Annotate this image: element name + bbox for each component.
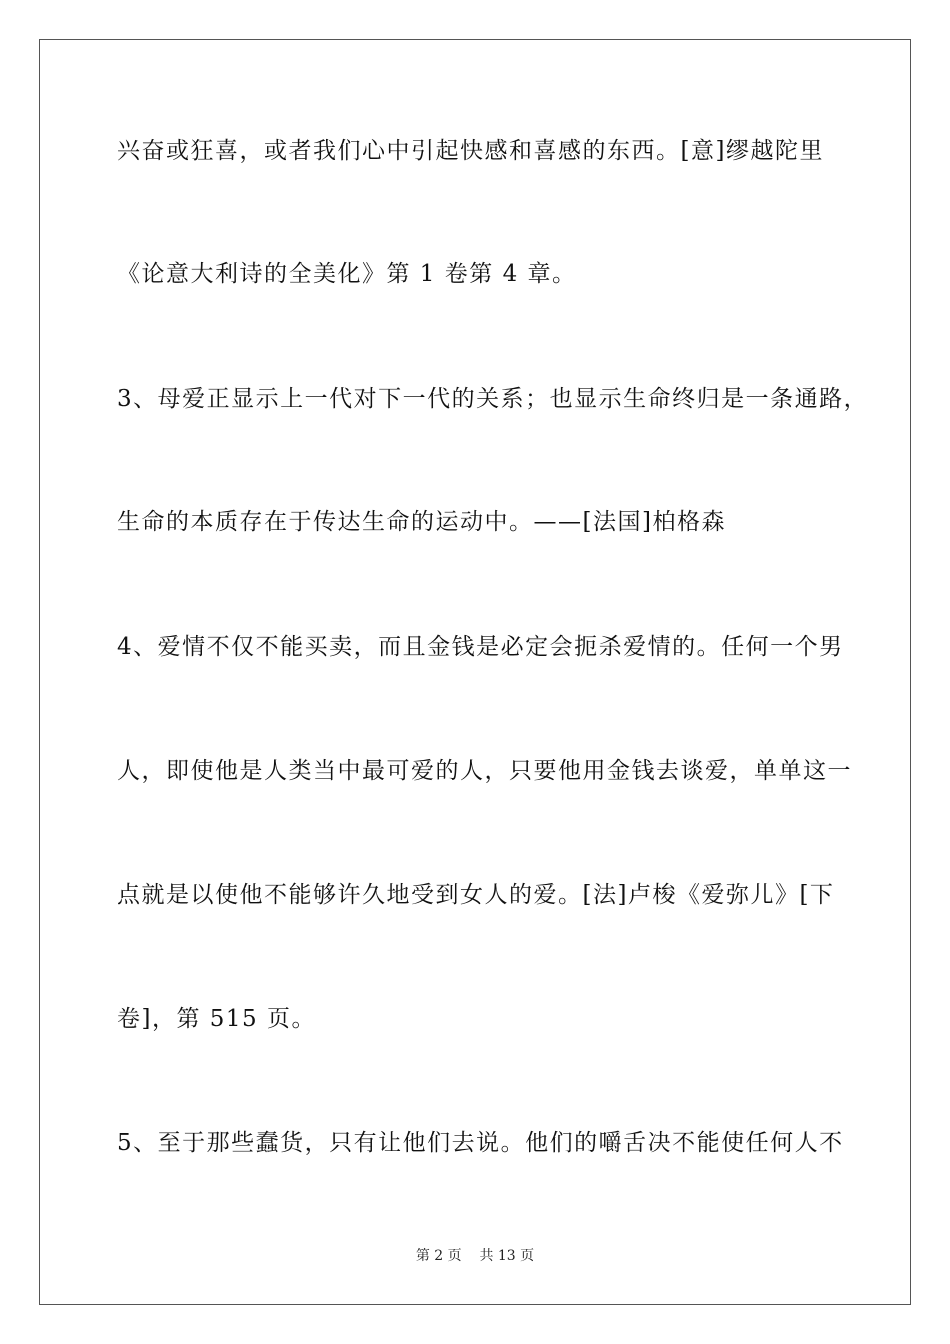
text-line: 5、至于那些蠢货，只有让他们去说。他们的嚼舌决不能使任何人不: [117, 1130, 844, 1156]
text-line: 人，即使他是人类当中最可爱的人，只要他用金钱去谈爱，单单这一: [117, 758, 852, 784]
text-line: 卷]，第 515 页。: [117, 1006, 316, 1032]
text-line: 4、爱情不仅不能买卖，而且金钱是必定会扼杀爱情的。任何一个男: [117, 634, 844, 660]
page-total: 共 13 页: [479, 1248, 535, 1264]
page-footer: [0, 1246, 950, 1266]
text-line: 生命的本质存在于传达生命的运动中。——[法国]柏格森: [117, 509, 726, 535]
text-line: 兴奋或狂喜，或者我们心中引起快感和喜感的东西。[意]缪越陀里: [117, 138, 824, 164]
text-line: 3、母爱正显示上一代对下一代的关系；也显示生命终归是一条通路，: [117, 386, 869, 412]
page-border: [39, 39, 911, 1305]
text-line: 点就是以使他不能够许久地受到女人的爱。[法]卢梭《爱弥儿》[下: [117, 882, 835, 908]
page-number: 第 2 页: [415, 1248, 462, 1264]
text-line: 《论意大利诗的全美化》第 1 卷第 4 章。: [117, 261, 577, 287]
